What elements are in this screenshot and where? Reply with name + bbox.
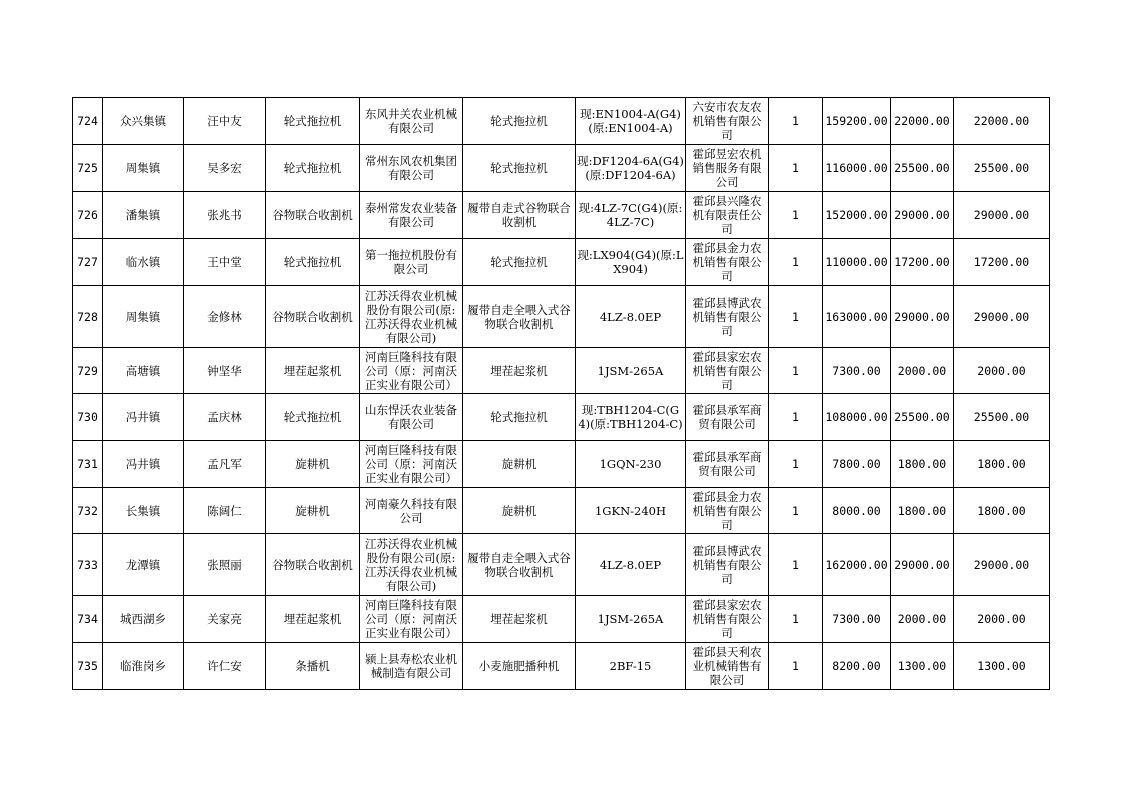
subsidy-cell: 25500.00	[891, 145, 954, 192]
row-number-cell: 728	[73, 286, 103, 348]
machine-name-cell: 旋耕机	[463, 488, 576, 534]
category-cell: 谷物联合收割机	[266, 534, 360, 596]
model-cell: 现:EN1004-A(G4)(原:EN1004-A)	[576, 98, 686, 145]
table-row	[73, 348, 1050, 394]
town-cell: 众兴集镇	[103, 98, 184, 145]
subsidy-cell: 2000.00	[891, 596, 954, 643]
quantity-cell: 1	[769, 286, 823, 348]
dealer-cell: 霍邱昱宏农机销售服务有限公司	[686, 145, 769, 192]
quantity-cell: 1	[769, 534, 823, 596]
category-cell: 埋茬起浆机	[266, 596, 360, 643]
model-cell: 现:DF1204-6A(G4)(原:DF1204-6A)	[576, 145, 686, 192]
row-number-cell: 735	[73, 643, 103, 690]
row-number-cell: 732	[73, 488, 103, 534]
price-cell: 108000.00	[823, 394, 891, 441]
name-cell: 陈阔仁	[184, 488, 266, 534]
dealer-cell: 霍邱县天利农业机械销售有限公司	[686, 643, 769, 690]
subsidy-cell: 29000.00	[891, 192, 954, 239]
category-cell: 轮式拖拉机	[266, 145, 360, 192]
name-cell: 张兆书	[184, 192, 266, 239]
dealer-cell: 霍邱县金力农机销售有限公司	[686, 239, 769, 286]
quantity-cell: 1	[769, 348, 823, 394]
price-cell: 7300.00	[823, 596, 891, 643]
total-subsidy-cell: 2000.00	[954, 596, 1050, 643]
total-subsidy-cell: 29000.00	[954, 534, 1050, 596]
quantity-cell: 1	[769, 643, 823, 690]
subsidy-cell: 1800.00	[891, 488, 954, 534]
name-cell: 孟庆林	[184, 394, 266, 441]
dealer-cell: 霍邱县承军商贸有限公司	[686, 394, 769, 441]
town-cell: 临水镇	[103, 239, 184, 286]
dealer-cell: 霍邱县兴隆农机有限责任公司	[686, 192, 769, 239]
manufacturer-cell: 河南豪久科技有限公司	[360, 488, 463, 534]
row-number-cell: 729	[73, 348, 103, 394]
row-number-cell: 725	[73, 145, 103, 192]
subsidy-cell: 25500.00	[891, 394, 954, 441]
town-cell: 临淮岗乡	[103, 643, 184, 690]
town-cell: 周集镇	[103, 145, 184, 192]
table-body	[73, 98, 1050, 690]
quantity-cell: 1	[769, 98, 823, 145]
table-row	[73, 488, 1050, 534]
dealer-cell: 霍邱县博武农机销售有限公司	[686, 534, 769, 596]
total-subsidy-cell: 22000.00	[954, 98, 1050, 145]
town-cell: 冯井镇	[103, 394, 184, 441]
machine-name-cell: 履带自走全喂入式谷物联合收割机	[463, 286, 576, 348]
price-cell: 163000.00	[823, 286, 891, 348]
quantity-cell: 1	[769, 239, 823, 286]
machine-name-cell: 轮式拖拉机	[463, 394, 576, 441]
subsidy-cell: 1300.00	[891, 643, 954, 690]
quantity-cell: 1	[769, 394, 823, 441]
model-cell: 现:TBH1204-C(G4)(原:TBH1204-C)	[576, 394, 686, 441]
model-cell: 现:LX904(G4)(原:LX904)	[576, 239, 686, 286]
subsidy-cell: 17200.00	[891, 239, 954, 286]
total-subsidy-cell: 1300.00	[954, 643, 1050, 690]
quantity-cell: 1	[769, 596, 823, 643]
subsidy-table	[72, 97, 1050, 690]
subsidy-cell: 29000.00	[891, 286, 954, 348]
price-cell: 8200.00	[823, 643, 891, 690]
machine-name-cell: 轮式拖拉机	[463, 239, 576, 286]
quantity-cell: 1	[769, 192, 823, 239]
subsidy-cell: 1800.00	[891, 441, 954, 488]
price-cell: 162000.00	[823, 534, 891, 596]
dealer-cell: 霍邱县家宏农机销售有限公司	[686, 348, 769, 394]
table-row	[73, 192, 1050, 239]
total-subsidy-cell: 25500.00	[954, 394, 1050, 441]
row-number-cell: 726	[73, 192, 103, 239]
manufacturer-cell: 泰州常发农业装备有限公司	[360, 192, 463, 239]
machine-name-cell: 轮式拖拉机	[463, 145, 576, 192]
subsidy-cell: 22000.00	[891, 98, 954, 145]
dealer-cell: 霍邱县博武农机销售有限公司	[686, 286, 769, 348]
machine-name-cell: 旋耕机	[463, 441, 576, 488]
manufacturer-cell: 第一拖拉机股份有限公司	[360, 239, 463, 286]
manufacturer-cell: 河南巨隆科技有限公司（原：河南沃正实业有限公司）	[360, 348, 463, 394]
total-subsidy-cell: 29000.00	[954, 192, 1050, 239]
town-cell: 长集镇	[103, 488, 184, 534]
category-cell: 条播机	[266, 643, 360, 690]
model-cell: 4LZ-8.0EP	[576, 286, 686, 348]
name-cell: 吴多宏	[184, 145, 266, 192]
name-cell: 金修林	[184, 286, 266, 348]
price-cell: 8000.00	[823, 488, 891, 534]
name-cell: 王中堂	[184, 239, 266, 286]
machine-name-cell: 履带自走全喂入式谷物联合收割机	[463, 534, 576, 596]
price-cell: 110000.00	[823, 239, 891, 286]
manufacturer-cell: 山东悍沃农业装备有限公司	[360, 394, 463, 441]
total-subsidy-cell: 2000.00	[954, 348, 1050, 394]
category-cell: 轮式拖拉机	[266, 394, 360, 441]
machine-name-cell: 小麦施肥播种机	[463, 643, 576, 690]
machine-name-cell: 埋茬起浆机	[463, 596, 576, 643]
total-subsidy-cell: 29000.00	[954, 286, 1050, 348]
town-cell: 城西湖乡	[103, 596, 184, 643]
manufacturer-cell: 河南巨隆科技有限公司（原：河南沃正实业有限公司）	[360, 596, 463, 643]
machine-name-cell: 轮式拖拉机	[463, 98, 576, 145]
table-row	[73, 643, 1050, 690]
row-number-cell: 727	[73, 239, 103, 286]
town-cell: 龙潭镇	[103, 534, 184, 596]
manufacturer-cell: 颍上县寿松农业机械制造有限公司	[360, 643, 463, 690]
town-cell: 周集镇	[103, 286, 184, 348]
manufacturer-cell: 河南巨隆科技有限公司（原：河南沃正实业有限公司）	[360, 441, 463, 488]
name-cell: 许仁安	[184, 643, 266, 690]
manufacturer-cell: 常州东风农机集团有限公司	[360, 145, 463, 192]
dealer-cell: 霍邱县金力农机销售有限公司	[686, 488, 769, 534]
name-cell: 关家亮	[184, 596, 266, 643]
manufacturer-cell: 东风井关农业机械有限公司	[360, 98, 463, 145]
category-cell: 谷物联合收割机	[266, 286, 360, 348]
category-cell: 埋茬起浆机	[266, 348, 360, 394]
row-number-cell: 730	[73, 394, 103, 441]
row-number-cell: 734	[73, 596, 103, 643]
model-cell: 现:4LZ-7C(G4)(原:4LZ-7C)	[576, 192, 686, 239]
model-cell: 1GQN-230	[576, 441, 686, 488]
row-number-cell: 731	[73, 441, 103, 488]
town-cell: 冯井镇	[103, 441, 184, 488]
category-cell: 轮式拖拉机	[266, 239, 360, 286]
model-cell: 1JSM-265A	[576, 596, 686, 643]
manufacturer-cell: 江苏沃得农业机械股份有限公司(原:江苏沃得农业机械有限公司)	[360, 286, 463, 348]
total-subsidy-cell: 25500.00	[954, 145, 1050, 192]
row-number-cell: 724	[73, 98, 103, 145]
price-cell: 152000.00	[823, 192, 891, 239]
quantity-cell: 1	[769, 145, 823, 192]
town-cell: 高塘镇	[103, 348, 184, 394]
model-cell: 4LZ-8.0EP	[576, 534, 686, 596]
table-row	[73, 98, 1050, 145]
manufacturer-cell: 江苏沃得农业机械股份有限公司(原:江苏沃得农业机械有限公司)	[360, 534, 463, 596]
total-subsidy-cell: 17200.00	[954, 239, 1050, 286]
model-cell: 1GKN-240H	[576, 488, 686, 534]
price-cell: 116000.00	[823, 145, 891, 192]
price-cell: 159200.00	[823, 98, 891, 145]
dealer-cell: 霍邱县家宏农机销售有限公司	[686, 596, 769, 643]
dealer-cell: 六安市农友农机销售有限公司	[686, 98, 769, 145]
table-row	[73, 239, 1050, 286]
category-cell: 旋耕机	[266, 488, 360, 534]
quantity-cell: 1	[769, 488, 823, 534]
category-cell: 轮式拖拉机	[266, 98, 360, 145]
name-cell: 汪中友	[184, 98, 266, 145]
price-cell: 7800.00	[823, 441, 891, 488]
row-number-cell: 733	[73, 534, 103, 596]
category-cell: 谷物联合收割机	[266, 192, 360, 239]
machine-name-cell: 埋茬起浆机	[463, 348, 576, 394]
table-row	[73, 145, 1050, 192]
model-cell: 1JSM-265A	[576, 348, 686, 394]
dealer-cell: 霍邱县承军商贸有限公司	[686, 441, 769, 488]
table-row	[73, 596, 1050, 643]
subsidy-cell: 29000.00	[891, 534, 954, 596]
category-cell: 旋耕机	[266, 441, 360, 488]
table-row	[73, 534, 1050, 596]
table-row	[73, 394, 1050, 441]
subsidy-cell: 2000.00	[891, 348, 954, 394]
total-subsidy-cell: 1800.00	[954, 488, 1050, 534]
table-row	[73, 286, 1050, 348]
town-cell: 潘集镇	[103, 192, 184, 239]
name-cell: 钟坚华	[184, 348, 266, 394]
name-cell: 孟凡军	[184, 441, 266, 488]
model-cell: 2BF-15	[576, 643, 686, 690]
quantity-cell: 1	[769, 441, 823, 488]
total-subsidy-cell: 1800.00	[954, 441, 1050, 488]
machine-name-cell: 履带自走式谷物联合收割机	[463, 192, 576, 239]
name-cell: 张照丽	[184, 534, 266, 596]
price-cell: 7300.00	[823, 348, 891, 394]
table-row	[73, 441, 1050, 488]
